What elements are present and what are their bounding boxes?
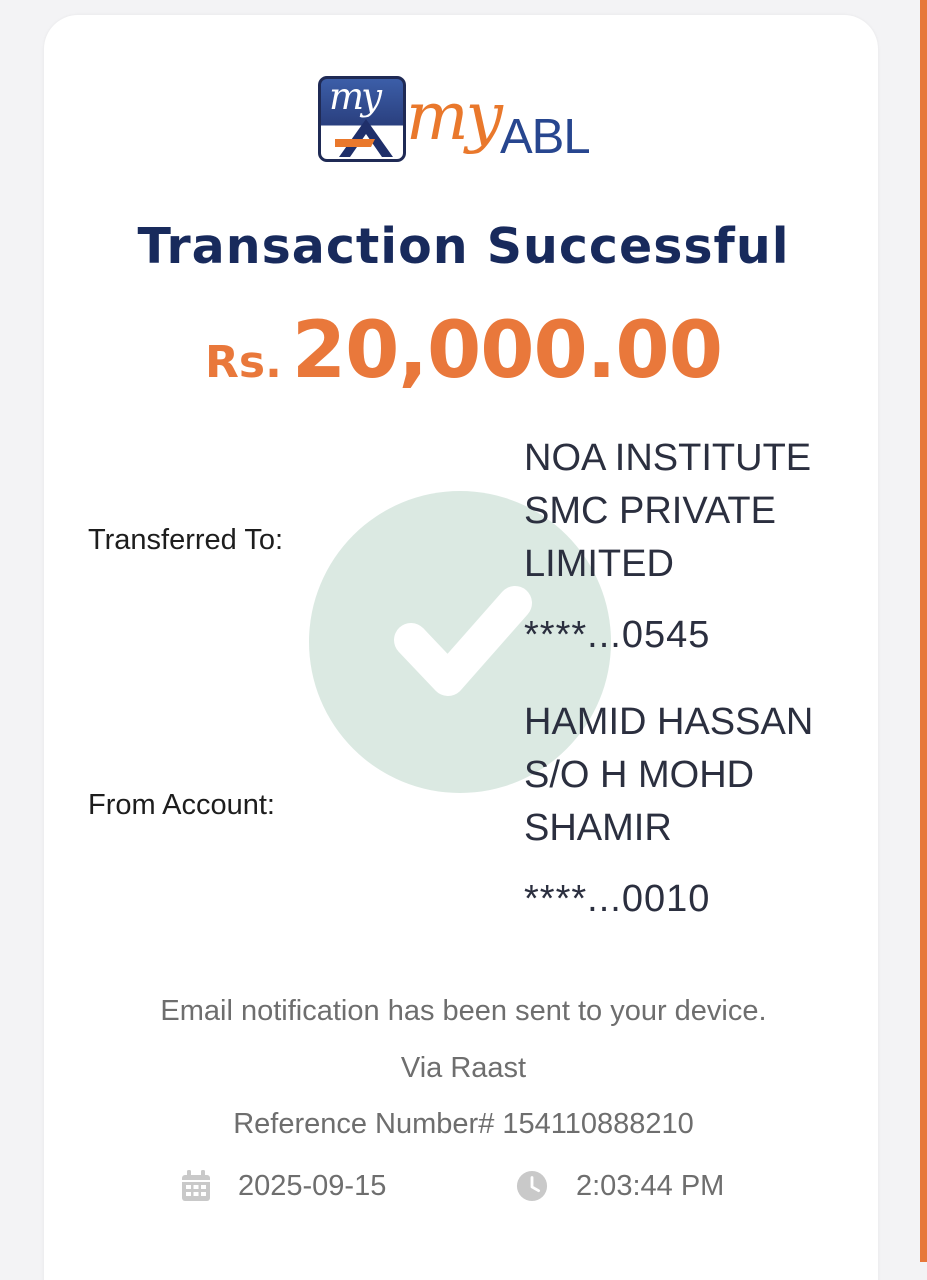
recipient-name-line: LIMITED [524, 543, 674, 585]
time-value: 2:03:44 PM [576, 1169, 725, 1202]
logo-abl-text: ABL [500, 110, 590, 164]
amount-value: 20,000.00 [291, 306, 722, 396]
logo-badge [318, 76, 406, 162]
from-account-label: From Account: [88, 789, 275, 821]
calendar-icon [180, 1169, 212, 1203]
recipient-name-line: SMC PRIVATE [524, 490, 776, 532]
reference-number: Reference Number# 154110888210 [233, 1108, 694, 1140]
sender-account-number: ****...0010 [524, 878, 711, 920]
sender-name-line: S/O H MOHD [524, 754, 755, 796]
myabl-logo [318, 76, 608, 172]
amount-display [0, 306, 927, 396]
date-value: 2025-09-15 [238, 1169, 387, 1202]
sender-name-line: SHAMIR [524, 807, 672, 849]
transferred-to-value [524, 432, 854, 662]
logo-my-text: my [406, 78, 500, 155]
recipient-account-number: ****...0545 [524, 614, 711, 656]
transaction-date [180, 1166, 386, 1206]
transferred-to-label: Transferred To: [88, 524, 284, 556]
logo-badge-text: my [329, 76, 379, 118]
logo-a-icon [335, 117, 397, 159]
page-title: Transaction Successful [137, 218, 790, 275]
transaction-time [516, 1166, 724, 1206]
from-account-value [524, 696, 854, 926]
currency-label: Rs. [205, 337, 282, 388]
clock-icon [516, 1169, 548, 1203]
recipient-name-line: NOA INSTITUTE [524, 437, 812, 479]
transfer-channel-text: Via Raast [400, 1052, 527, 1084]
email-notification-text: Email notification has been sent to your device. [160, 995, 767, 1027]
sender-name-line: HAMID HASSAN [524, 701, 814, 743]
